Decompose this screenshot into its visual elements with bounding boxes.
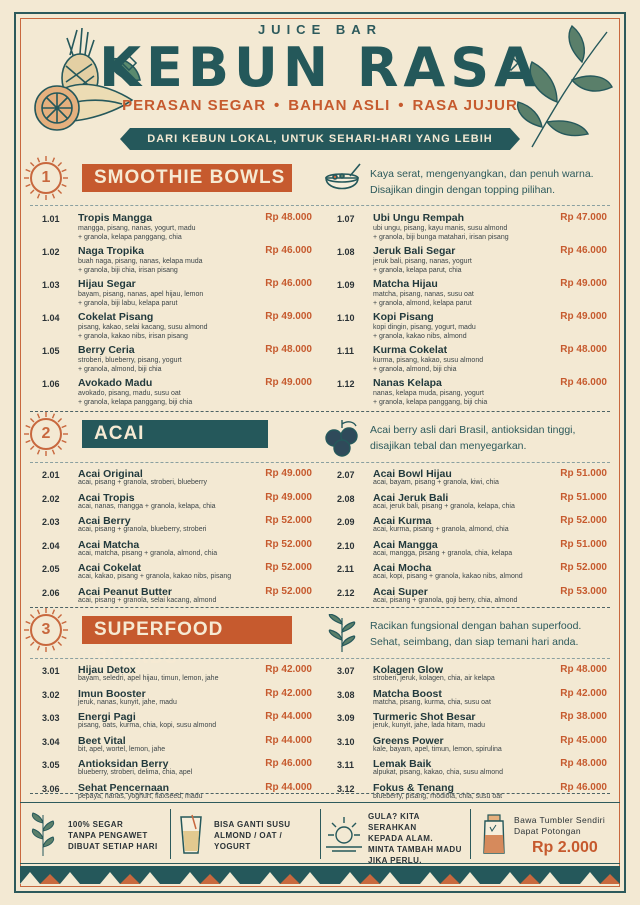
item-name: Kurma Cokelat	[373, 344, 448, 356]
item-price: Rp 46.000	[560, 781, 607, 793]
item-name: Acai Mangga	[373, 538, 438, 551]
item-price: Rp 46.000	[560, 245, 607, 256]
footer-line: Bawa Tumbler Sendiri	[514, 815, 606, 825]
item-number: 2.09	[337, 517, 355, 527]
item-name: Beet Vital	[78, 734, 126, 747]
item-description-line: blueberry, pisang, rhodiola, chia, susu oat	[373, 792, 503, 800]
item-description	[78, 675, 278, 684]
footer-line: JIKA PERLU.	[368, 856, 422, 865]
item-description-line: ubi ungu, pisang, kayu manis, susu almond	[373, 225, 508, 232]
item-name: Avokado Madu	[78, 377, 153, 389]
item-description-line: nanas, kelapa muda, pisang, yogurt	[373, 390, 484, 397]
footer-line: ALMOND / OAT /	[214, 831, 283, 840]
item-description-line: acai, kakao, pisang + granola, kakao nibs, pisang	[78, 573, 232, 580]
footer	[20, 802, 620, 864]
footer-line: 100% SEGAR	[68, 820, 124, 829]
menu-item[interactable]	[42, 377, 312, 409]
item-name: Acai Matcha	[78, 538, 140, 551]
item-price: Rp 51.000	[560, 468, 607, 479]
item-name: Jeruk Bali Segar	[373, 245, 456, 257]
footer-tumbler	[470, 803, 620, 865]
header-banner: DARI KEBUN LOKAL, UNTUK SEHARI-HARI YANG LEBIH BAIK	[130, 128, 510, 150]
menu-item[interactable]	[337, 245, 607, 277]
item-price: Rp 47.000	[560, 212, 607, 223]
item-name: Acai Peanut Butter	[78, 585, 172, 598]
item-number: 3.11	[337, 760, 355, 770]
item-description-line: + granola, kakao nibs, almond	[373, 332, 467, 340]
item-number: 2.03	[42, 517, 60, 527]
item-name: Tropis Mangga	[78, 212, 153, 224]
section-description	[370, 166, 594, 198]
item-name: Energi Pagi	[78, 711, 136, 723]
item-price: Rp 52.000	[265, 538, 312, 550]
item-description-line: mangga, pisang, nanas, yogurt, madu	[78, 225, 196, 232]
item-number: 1.10	[337, 313, 355, 323]
item-name: Imun Booster	[78, 687, 146, 700]
item-price: Rp 52.000	[265, 585, 312, 597]
item-number: 3.10	[337, 736, 355, 747]
item-number: 2.07	[337, 470, 355, 480]
item-name: Nanas Kelapa	[373, 377, 442, 389]
item-description-line: + granola, kelapa panggang, chia	[78, 233, 182, 241]
section-description	[370, 618, 581, 650]
item-number: 3.06	[42, 783, 60, 794]
item-price: Rp 46.000	[560, 377, 607, 388]
item-price: Rp 46.000	[265, 245, 312, 256]
item-price: Rp 52.000	[560, 515, 607, 526]
item-description	[78, 746, 278, 755]
footer-milk	[170, 803, 320, 865]
jar-icon	[480, 813, 508, 855]
item-description-line: pisang, kakao, selai kacang, susu almond	[78, 324, 208, 331]
item-price: Rp 49.000	[560, 311, 607, 322]
item-number: 3.07	[337, 666, 355, 676]
item-name: Naga Tropika	[78, 245, 144, 257]
tagline-part: PERASAN SEGAR	[122, 97, 267, 114]
section-number-badge: 3	[30, 614, 62, 646]
item-description	[78, 291, 278, 308]
item-description-line: + granola, kelapa panggang, biji chia	[78, 398, 193, 406]
item-description-line: + granola, almond, biji chia	[78, 365, 162, 373]
item-description-line: + granola, almond, kelapa parut	[373, 299, 472, 307]
item-number: 1.06	[42, 379, 60, 389]
item-name: Kopi Pisang	[373, 311, 434, 323]
item-description	[373, 675, 573, 684]
item-description	[373, 573, 573, 582]
item-price: Rp 48.000	[560, 758, 607, 769]
item-description-line: pisang, oats, kurma, chia, kopi, susu almond	[78, 722, 217, 729]
item-name: Ubi Ungu Rempah	[373, 212, 464, 224]
item-number: 2.11	[337, 564, 355, 574]
item-number: 1.03	[42, 280, 60, 290]
item-description-line: + granola, kelapa panggang, biji chia	[373, 398, 488, 406]
section-title: SUPERFOOD BLENDS	[82, 616, 292, 644]
menu-item[interactable]	[337, 586, 607, 618]
footer-fresh	[20, 803, 170, 865]
header-rule	[30, 658, 610, 659]
item-description-line: stroberi, jeruk, kolagen, chia, air kelapa	[373, 675, 495, 682]
footer-line: KEPADA ALAM.	[368, 834, 433, 843]
acai-berries-icon	[322, 418, 362, 458]
item-description-line: jeruk, nanas, kunyit, jahe, madu	[78, 698, 177, 706]
header-rule	[30, 462, 610, 463]
item-description-line: jeruk bali, pisang, nanas, yogurt	[373, 258, 472, 265]
item-description	[78, 597, 278, 606]
item-name: Sehat Pencernaan	[78, 781, 170, 794]
item-number: 1.02	[42, 247, 60, 257]
item-description	[373, 769, 573, 778]
item-name: Matcha Boost	[373, 687, 442, 700]
item-description-line: acai, pisang + granola, blueberry, stroberi	[78, 526, 207, 533]
footer-line: YOGURT	[214, 842, 251, 851]
item-name: Acai Super	[373, 585, 428, 598]
item-description	[78, 324, 278, 341]
footer-line: MINTA TAMBAH MADU	[368, 845, 462, 854]
item-description	[78, 722, 278, 731]
item-description	[373, 722, 573, 731]
item-description-line: alpukat, pisang, kakao, chia, susu almond	[373, 769, 503, 776]
section-description-line: Acai berry asli dari Brasil, antioksidan tinggi,	[370, 424, 576, 436]
section-description-line: disajikan tebal dan menyegarkan.	[370, 440, 527, 452]
item-price: Rp 48.000	[560, 664, 607, 675]
section-number-badge: 1	[30, 162, 62, 194]
item-name: Acai Jeruk Bali	[373, 491, 449, 504]
item-number: 2.01	[42, 470, 60, 480]
item-name: Antioksidan Berry	[78, 758, 169, 770]
item-number: 3.03	[42, 713, 60, 723]
section-description-line: Sehat, seimbang, dan siap temani hari anda.	[370, 636, 579, 648]
section-divider	[30, 411, 610, 412]
item-description-line: + granola, kelapa parut, chia	[373, 266, 462, 274]
item-description	[78, 357, 278, 374]
section-title: SMOOTHIE BOWLS	[82, 164, 292, 192]
footer-line: GULA? KITA SERAHKAN	[368, 812, 420, 832]
item-number: 2.02	[42, 493, 60, 504]
item-number: 2.04	[42, 540, 60, 551]
item-name: Matcha Hijau	[373, 278, 438, 290]
section-divider	[30, 793, 610, 794]
item-description	[373, 291, 573, 308]
item-description	[78, 550, 278, 559]
item-description	[373, 479, 573, 488]
menu-item[interactable]	[337, 311, 607, 343]
item-number: 1.07	[337, 214, 355, 224]
menu-item[interactable]	[42, 344, 312, 376]
item-price: Rp 48.000	[265, 344, 312, 355]
menu-item[interactable]	[42, 311, 312, 343]
tagline-part: RASA JUJUR	[412, 97, 518, 114]
item-number: 1.09	[337, 280, 355, 290]
item-price: Rp 44.000	[265, 781, 312, 793]
item-description-line: matcha, pisang, kurma, chia, susu oat	[373, 698, 491, 706]
item-price: Rp 52.000	[265, 562, 312, 573]
section-description-line: Racikan fungsional dengan bahan superfood.	[370, 620, 582, 632]
item-name: Acai Cokelat	[78, 562, 142, 574]
item-number: 3.12	[337, 783, 355, 794]
item-description	[78, 258, 278, 275]
item-price: Rp 42.000	[265, 664, 312, 675]
tagline-separator: •	[274, 97, 281, 114]
section-number-badge: 2	[30, 418, 62, 450]
footer-line: DIBUAT SETIAP HARI	[68, 842, 158, 851]
item-number: 1.11	[337, 346, 355, 356]
item-number: 1.01	[42, 214, 60, 224]
item-name: Lemak Baik	[373, 758, 432, 770]
item-number: 3.02	[42, 689, 60, 700]
item-price: Rp 44.000	[265, 711, 312, 722]
sun-icon	[324, 813, 364, 853]
item-price: Rp 52.000	[265, 515, 312, 526]
item-number: 2.06	[42, 587, 60, 598]
item-name: Hijau Detox	[78, 664, 136, 676]
bottom-pattern-band	[20, 866, 620, 884]
item-price: Rp 46.000	[265, 758, 312, 769]
item-number: 1.12	[337, 379, 355, 389]
item-description	[373, 526, 573, 535]
item-number: 3.01	[42, 666, 60, 676]
item-name: Berry Ceria	[78, 344, 135, 356]
item-price: Rp 53.000	[560, 585, 607, 597]
item-number: 3.08	[337, 689, 355, 700]
item-description	[78, 526, 278, 535]
item-name: Acai Bowl Hijau	[373, 468, 452, 480]
item-name: Acai Berry	[78, 515, 131, 527]
section-description	[370, 422, 575, 454]
item-name: Acai Original	[78, 468, 143, 480]
item-number: 1.04	[42, 313, 60, 323]
item-description-line: stroberi, blueberry, pisang, yogurt	[78, 357, 182, 364]
item-price: Rp 45.000	[560, 734, 607, 746]
item-description-line: kale, bayam, apel, timun, lemon, spirulina	[373, 745, 502, 753]
item-number: 2.05	[42, 564, 60, 574]
item-description	[373, 746, 573, 755]
item-description-line: bit, apel, wortel, lemon, jahe	[78, 745, 166, 753]
item-name: Greens Power	[373, 734, 444, 747]
item-description-line: + granola, biji bunga matahari, irisan pisang	[373, 233, 509, 241]
item-description-line: pepaya, nanas, yoghurt, flaxseed, madu	[78, 792, 203, 800]
footer-line: Dapat Potongan	[514, 826, 582, 836]
item-price: Rp 49.000	[265, 468, 312, 479]
tagline	[0, 97, 640, 114]
item-description-line: acai, jeruk bali, pisang + granola, kelapa, chia	[373, 502, 515, 510]
glass-icon	[178, 813, 204, 855]
menu-item[interactable]	[337, 212, 607, 244]
item-description	[78, 699, 278, 708]
bowl-icon	[322, 162, 362, 202]
item-description-line: jeruk, kunyit, jahe, lada hitam, madu	[373, 722, 486, 729]
item-number: 1.05	[42, 346, 60, 356]
item-description-line: + granola, almond, biji chia	[373, 365, 457, 373]
item-description-line: + granola, kakao nibs, irisan pisang	[78, 332, 188, 340]
item-price: Rp 51.000	[560, 538, 607, 550]
item-name: Kolagen Glow	[373, 664, 444, 676]
item-number: 1.08	[337, 247, 355, 257]
menu-item[interactable]	[42, 245, 312, 277]
item-price: Rp 48.000	[265, 212, 312, 223]
item-description	[373, 699, 573, 708]
item-description-line: bayam, seledri, apel hijau, timun, lemon, jahe	[78, 675, 219, 682]
section-title: ACAI	[82, 420, 268, 448]
item-name: Acai Kurma	[373, 515, 432, 527]
footer-sugar	[320, 803, 470, 865]
item-price: Rp 48.000	[560, 344, 607, 355]
item-description-line: buah naga, pisang, nanas, kelapa muda	[78, 258, 203, 265]
item-price: Rp 49.000	[265, 377, 312, 388]
footer-line: TANPA PENGAWET	[68, 831, 148, 840]
item-description	[78, 769, 278, 778]
item-description-line: kurma, pisang, kakao, susu almond	[373, 357, 484, 364]
item-description-line: + granola, biji labu, kelapa parut	[78, 299, 178, 307]
item-description	[373, 550, 573, 559]
item-description-line: + granola, biji chia, irisan pisang	[78, 266, 178, 274]
section-divider	[30, 607, 610, 608]
leafy-greens-icon	[322, 614, 362, 654]
leaf-sprig-icon	[28, 811, 58, 857]
item-description-line: avokado, pisang, madu, susu oat	[78, 390, 181, 397]
item-description	[373, 258, 573, 275]
item-description-line: acai, mangga, pisang + granola, chia, kelapa	[373, 549, 513, 557]
menu-item[interactable]	[42, 278, 312, 310]
item-price: Rp 49.000	[265, 311, 312, 322]
header	[0, 0, 640, 167]
item-description-line: acai, matcha, pisang + granola, almond, chia	[78, 549, 218, 557]
item-price: Rp 42.000	[265, 687, 312, 699]
item-description-line: matcha, pisang, nanas, susu oat	[373, 291, 474, 298]
item-description-line: acai, pisang + granola, stroberi, blueberry	[78, 479, 207, 486]
item-name: Turmeric Shot Besar	[373, 711, 476, 723]
item-number: 3.04	[42, 736, 60, 747]
item-description-line: acai, pisang + granola, selai kacang, almond	[78, 596, 217, 604]
item-description	[373, 597, 573, 606]
item-price: Rp 49.000	[560, 278, 607, 289]
item-description	[373, 503, 573, 512]
item-number: 2.12	[337, 587, 355, 598]
item-name: Fokus & Tenang	[373, 781, 454, 794]
item-number: 2.08	[337, 493, 355, 504]
tagline-part: BAHAN ASLI	[288, 97, 391, 114]
item-description-line: bayam, pisang, nanas, apel hijau, lemon	[78, 291, 204, 298]
item-price: Rp 51.000	[560, 491, 607, 503]
item-description	[78, 479, 278, 488]
item-description	[78, 503, 278, 512]
menu-item[interactable]	[337, 278, 607, 310]
menu-item[interactable]	[337, 377, 607, 409]
tagline-separator: •	[398, 97, 405, 114]
item-description-line: acai, nanas, mangga + granola, kelapa, chia	[78, 502, 216, 510]
item-price: Rp 52.000	[560, 562, 607, 573]
item-description	[373, 225, 573, 242]
item-description-line: acai, pisang + granola, goji berry, chia, almond	[373, 596, 518, 604]
menu-item[interactable]	[42, 586, 312, 618]
item-name: Hijau Segar	[78, 278, 136, 290]
item-description-line: acai, kurma, pisang + granola, almond, chia	[373, 526, 509, 533]
menu-item[interactable]	[337, 344, 607, 376]
item-price: Rp 42.000	[560, 687, 607, 699]
header-subtitle: JUICE BAR	[257, 22, 383, 37]
item-description	[373, 324, 573, 341]
footer-line: BISA GANTI SUSU	[214, 820, 291, 829]
item-description-line: kopi dingin, pisang, yogurt, madu	[373, 324, 476, 331]
item-price: Rp 38.000	[560, 711, 607, 722]
section-description-line: Kaya serat, mengenyangkan, dan penuh warna.	[370, 168, 594, 180]
item-price: Rp 46.000	[265, 278, 312, 289]
item-description	[373, 357, 573, 374]
brand-name: KEBUN RASA	[99, 36, 541, 99]
item-number: 2.10	[337, 540, 355, 551]
item-description	[78, 225, 278, 242]
item-name: Acai Mocha	[373, 562, 432, 574]
item-name: Cokelat Pisang	[78, 311, 154, 323]
item-description-line: acai, kopi, pisang + granola, kakao nibs, almond	[373, 573, 523, 580]
menu-item[interactable]	[42, 212, 312, 244]
tumbler-discount-price: Rp 2.000	[532, 839, 598, 856]
item-description	[78, 573, 278, 582]
item-description-line: blueberry, stroberi, delima, chia, apel	[78, 769, 193, 776]
header-rule	[30, 205, 610, 206]
item-description	[373, 390, 573, 407]
item-price: Rp 49.000	[265, 491, 312, 503]
item-description	[78, 390, 278, 407]
section-description-line: Disajikan dingin dengan topping pilihan.	[370, 184, 556, 196]
item-name: Acai Tropis	[78, 491, 135, 504]
item-price: Rp 44.000	[265, 734, 312, 746]
item-number: 3.05	[42, 760, 60, 770]
item-description-line: acai, bayam, pisang + granola, kiwi, chia	[373, 479, 499, 486]
item-number: 3.09	[337, 713, 355, 723]
